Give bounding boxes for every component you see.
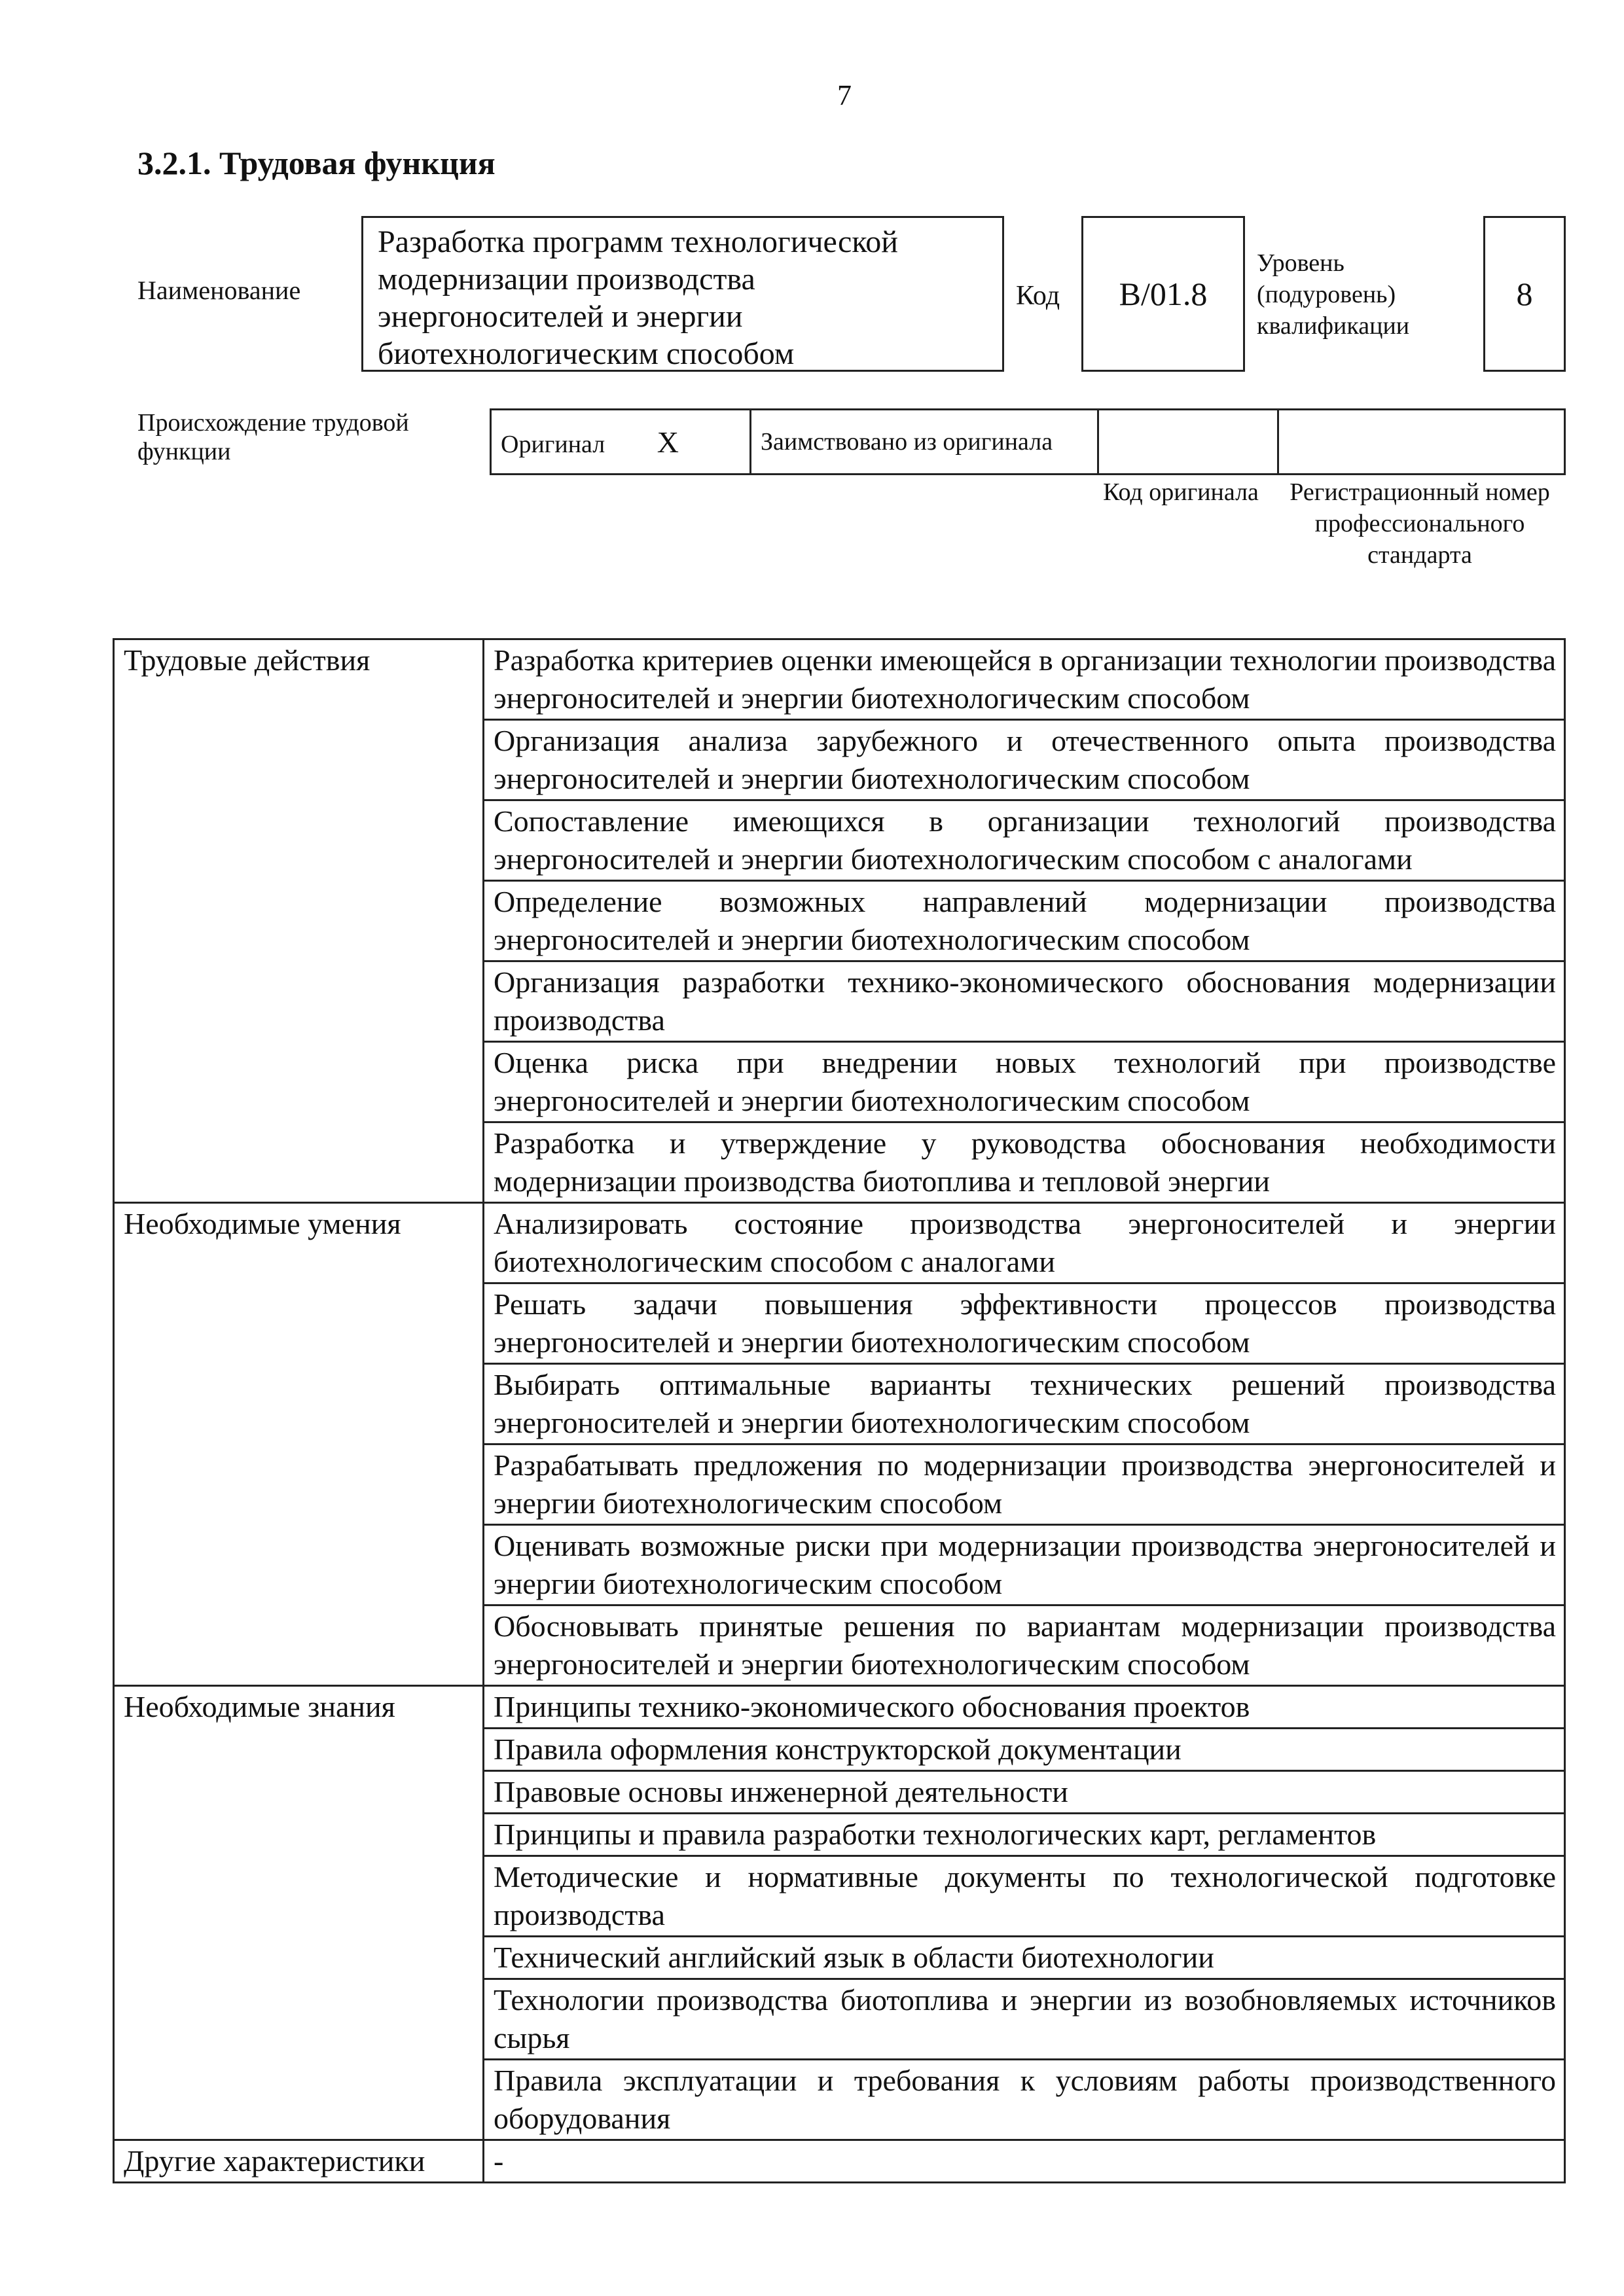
original-code-cell (1098, 410, 1278, 475)
table-row (114, 1203, 1565, 1283)
level-box: 8 (1483, 216, 1566, 372)
origin-table (490, 408, 1566, 475)
table-row (114, 639, 1565, 720)
page-number: 7 (837, 79, 852, 111)
origin-label: Происхождение трудовой функции (137, 409, 409, 465)
function-table (113, 638, 1566, 2183)
original-cell (491, 410, 751, 475)
section-item: Организация анализа зарубежного и отечественного опыта производства энергоносителей и энергии биотехнологическим способом (484, 720, 1565, 800)
borrowed-label: Заимствовано из оригинала (751, 410, 1098, 475)
section-item: Решать задачи повышения эффективности процессов производства энергоносителей и энергии биотехнологическим способом (484, 1283, 1565, 1364)
section-item: Правовые основы инженерной деятельности (484, 1771, 1565, 1814)
section-item: - (484, 2140, 1565, 2183)
code-label: Код (1016, 281, 1060, 311)
section-item: Обосновывать принятые решения по вариантам модернизации производства энергоносителей и энергии биотехнологическим способом (484, 1605, 1565, 1686)
section-item: Организация разработки технико-экономического обоснования модернизации производства (484, 961, 1565, 1042)
section-title-cell: Трудовые действия (114, 639, 484, 1203)
section-item: Оценка риска при внедрении новых технологий при производстве энергоносителей и энергии биотехнологическим способом (484, 1042, 1565, 1122)
section-item: Методические и нормативные документы по технологической подготовке производства (484, 1856, 1565, 1937)
table-row (114, 2140, 1565, 2183)
function-code-box: B/01.8 (1081, 216, 1245, 372)
section-item: Разработка и утверждение у руководства обоснования необходимости модернизации производства биотоплива и тепловой энергии (484, 1122, 1565, 1203)
original-mark: X (657, 425, 679, 459)
section-title-cell: Необходимые умения (114, 1203, 484, 1686)
function-name-box: Разработка программ технологической модернизации производства энергоносителей и энергии биотехнологическим способом (361, 216, 1004, 372)
section-item: Принципы и правила разработки технологических карт, регламентов (484, 1814, 1565, 1856)
section-item: Технический английский язык в области биотехнологии (484, 1937, 1565, 1979)
section-item: Оценивать возможные риски при модернизации производства энергоносителей и энергии биотехнологическим способом (484, 1525, 1565, 1605)
original-label: Оригинал (501, 430, 605, 458)
level-label: Уровень (подуровень) квалификации (1257, 249, 1410, 340)
section-item: Разрабатывать предложения по модернизации производства энергоносителей и энергии биотехнологическим способом (484, 1444, 1565, 1525)
section-item: Принципы технико-экономического обоснования проектов (484, 1686, 1565, 1729)
section-item: Разработка критериев оценки имеющейся в организации технологии производства энергоносителей и энергии биотехнологическим способом (484, 639, 1565, 720)
section-item: Анализировать состояние производства энергоносителей и энергии биотехнологическим способом с аналогами (484, 1203, 1565, 1283)
section-item: Технологии производства биотоплива и энергии из возобновляемых источников сырья (484, 1979, 1565, 2060)
section-item: Правила эксплуатации и требования к условиям работы производственного оборудования (484, 2060, 1565, 2140)
section-item: Определение возможных направлений модернизации производства энергоносителей и энергии биотехнологическим способом (484, 881, 1565, 961)
reg-number-caption: Регистрационный номер профессионального стандарта (1290, 478, 1550, 569)
reg-number-cell (1278, 410, 1565, 475)
name-label: Наименование (137, 276, 301, 305)
section-item: Выбирать оптимальные варианты технических решений производства энергоносителей и энергии биотехнологическим способом (484, 1364, 1565, 1444)
section-title: 3.2.1. Трудовая функция (137, 145, 496, 181)
section-item: Сопоставление имеющихся в организации технологий производства энергоносителей и энергии биотехнологическим способом с аналогами (484, 800, 1565, 881)
section-title-cell: Другие характеристики (114, 2140, 484, 2183)
original-code-caption: Код оригинала (1103, 478, 1259, 506)
section-item: Правила оформления конструкторской документации (484, 1729, 1565, 1771)
section-title-cell: Необходимые знания (114, 1686, 484, 2140)
table-row (114, 1686, 1565, 1729)
